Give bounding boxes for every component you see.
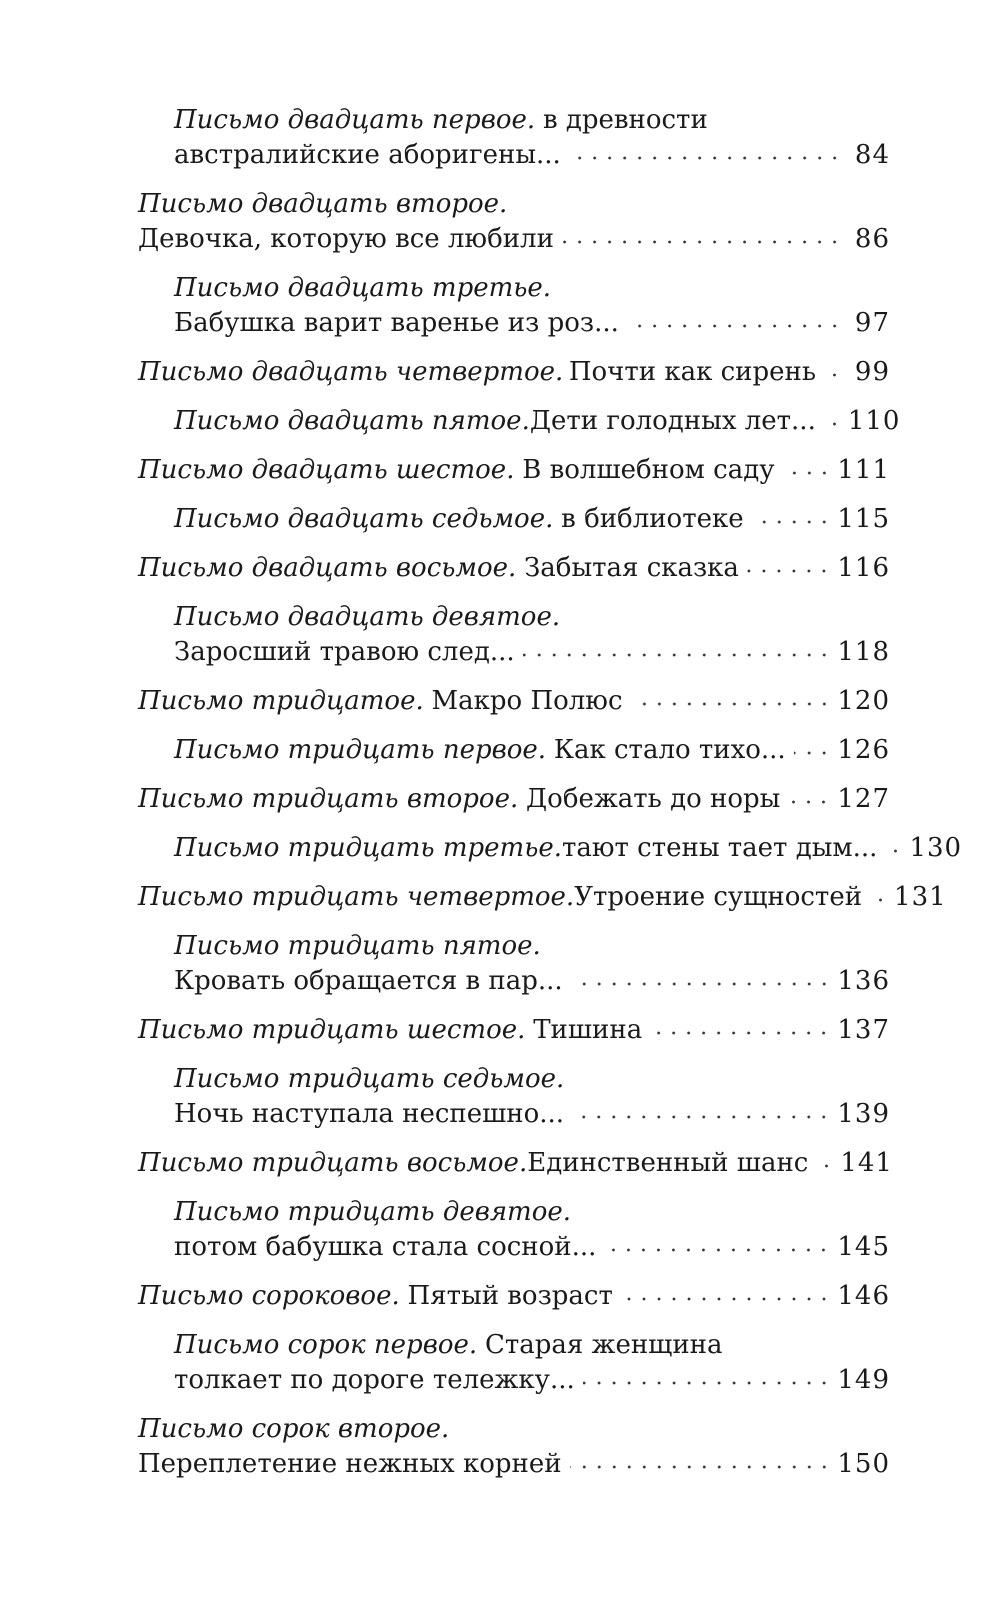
toc-entry-title: Почти как сирень [568,357,816,387]
dot-leader [583,1378,832,1388]
toc-entry-heading: Письмо двадцать первое. [174,105,536,135]
toc-entry-page: 150 [837,1449,890,1479]
toc-entry [138,1062,890,1132]
toc-entry-page: 120 [837,686,890,716]
toc-entry-title: в библиотеке [561,504,744,534]
toc-entry-page: 126 [837,735,890,765]
toc-entry-second-line [174,1097,890,1132]
dot-leader [631,699,832,709]
toc-entry-page: 131 [894,882,947,912]
toc-entry-title: Переплетение нежных корней [138,1449,562,1479]
toc-entry-line [174,733,890,768]
toc-entry-first-line [174,1195,890,1230]
toc-entry [138,551,890,586]
dot-leader [572,1112,831,1122]
toc-entry-title-start: Старая женщина [484,1330,723,1360]
toc-entry [138,1328,890,1398]
toc-entry-title: Утроение сущностей [574,882,863,912]
toc-entry-title: Единственный шанс [527,1148,809,1178]
toc-entry-title: Заросший травою след... [174,637,515,667]
toc-entry-title: Дети голодных лет... [529,406,816,436]
dot-leader [752,517,832,527]
toc-entry-title-start: в древности [542,105,708,135]
toc-entry-page: 127 [837,784,890,814]
toc-entry-page: 137 [837,1015,890,1045]
toc-entry [138,600,890,670]
toc-entry-page: 86 [854,224,890,254]
toc-entry-second-line [138,1447,890,1482]
toc-entry [138,453,890,488]
toc-entry [138,1412,890,1482]
toc-entry-page: 149 [837,1365,890,1395]
toc-entry-title: В волшебном саду [522,455,775,485]
toc-entry [138,404,901,439]
dot-leader [794,748,832,758]
dot-leader [747,566,831,576]
toc-entry-page: 97 [854,308,890,338]
toc-entry-heading: Письмо тридцать восьмое. [138,1148,528,1178]
toc-entry-first-line [174,929,890,964]
toc-entry-line [138,1279,890,1314]
toc-entry [138,1195,890,1265]
dot-leader [870,895,888,905]
toc-entry-page: 111 [837,455,890,485]
toc-entry-heading: Письмо тридцать первое. [174,735,547,765]
toc-entry-heading: Письмо двадцать четвертое. [138,357,564,387]
toc-entry-title: Ночь наступала неспешно... [174,1099,565,1129]
toc-entry-second-line [174,635,890,670]
dot-leader [570,1462,832,1472]
toc-entry-page: 141 [840,1148,893,1178]
toc-entry-first-line [138,187,890,222]
toc-entry [138,1146,893,1181]
toc-entry-page: 136 [837,966,890,996]
toc-entry-page: 116 [837,553,890,583]
toc-entry-page: 99 [854,357,890,387]
toc-entry-heading: Письмо тридцать пятое. [174,931,541,961]
toc-entry-heading: Письмо сороковое. [138,1281,400,1311]
toc-entry-line [174,502,890,537]
toc-entry-second-line [174,138,890,173]
toc-entry-first-line [174,1328,890,1363]
toc-entry-first-line [174,103,890,138]
toc-entry-title: Пятый возраст [407,1281,613,1311]
toc-entry [138,684,890,719]
toc-entry-title: Забытая сказка [524,553,739,583]
toc-entry-title: Кровать обращается в пар... [174,966,563,996]
toc-entry-heading: Письмо тридцать второе. [138,784,519,814]
toc-entry-heading: Письмо двадцать второе. [138,189,508,219]
dot-leader [788,797,831,807]
toc-entry-heading: Письмо двадцать шестое. [138,455,515,485]
toc-entry-line [138,684,890,719]
toc-entry-heading: Письмо двадцать восьмое. [138,553,517,583]
toc-entry-heading: Письмо тридцатое. [138,686,424,716]
dot-leader [885,846,903,856]
toc-entry-second-line [174,1230,890,1265]
dot-leader [783,468,832,478]
toc-entry [138,502,890,537]
toc-entry [138,929,890,999]
toc-entry-heading: Письмо тридцать девятое. [174,1197,572,1227]
toc-entry-page: 130 [909,833,963,863]
toc-entry-heading: Письмо двадцать седьмое. [174,504,554,534]
toc-entry-title: Макро Полюс [431,686,623,716]
dot-leader [562,237,842,247]
toc-entry-heading: Письмо тридцать шестое. [138,1015,526,1045]
toc-entry-line [138,782,890,817]
toc-entry-title: Девочка, которую все любили [138,224,554,254]
toc-entry [138,1013,890,1048]
toc-entry [138,355,890,390]
dot-leader [621,1294,832,1304]
toc-entry-line [138,453,890,488]
toc-entry-line [174,404,901,439]
toc-entry-first-line [138,1412,890,1447]
toc-entry-second-line [174,306,890,341]
toc-entry-title: Бабушка варит варенье из роз... [174,308,619,338]
dot-leader [627,321,842,331]
toc-entry [138,782,890,817]
toc-entry-line [138,355,890,390]
toc-entry-line [138,880,947,915]
toc-entry-title: Как стало тихо... [553,735,786,765]
toc-entry-second-line [174,964,890,999]
toc-entry-page: 84 [854,140,890,170]
toc-entry-title: австралийские аборигены... [174,140,561,170]
toc-entry-heading: Письмо тридцать третье. [174,833,562,863]
toc-entry-line [138,551,890,586]
toc-entry-title: тают стены тает дым... [562,833,878,863]
toc-entry-line [174,831,963,866]
toc-entry-title: потом бабушка стала сосной... [174,1232,597,1262]
toc-entry [138,1279,890,1314]
toc-entry-page: 145 [837,1232,890,1262]
dot-leader [824,370,842,380]
toc-entry [138,880,947,915]
toc-entry-second-line [174,1363,890,1398]
dot-leader [816,1161,834,1171]
toc-entry-page: 115 [837,504,890,534]
toc-entry [138,733,890,768]
toc-entry-heading: Письмо тридцать четвертое. [138,882,575,912]
toc-entry-title: Добежать до норы [526,784,781,814]
dot-leader [824,419,842,429]
toc-entry-page: 118 [837,637,890,667]
toc-entry [138,187,890,257]
toc-entry-heading: Письмо двадцать девятое. [174,602,561,632]
toc-entry-second-line [138,222,890,257]
toc-entry-heading: Письмо тридцать седьмое. [174,1064,565,1094]
dot-leader [569,153,842,163]
toc-entry-first-line [174,600,890,635]
toc-entry-page: 139 [837,1099,890,1129]
toc-entry [138,831,963,866]
dot-leader [523,650,832,660]
toc-entry-title: Тишина [533,1015,643,1045]
toc-entry [138,103,890,173]
toc-entry-title: толкает по дороге тележку... [174,1365,575,1395]
toc-entry-heading: Письмо двадцать третье. [174,273,552,303]
toc-entry-first-line [174,271,890,306]
toc-entry [138,271,890,341]
toc-entry-line [138,1013,890,1048]
dot-leader [650,1028,831,1038]
dot-leader [604,1245,831,1255]
toc-entry-heading: Письмо сорок первое. [174,1330,478,1360]
toc-entry-first-line [174,1062,890,1097]
toc-entry-page: 146 [837,1281,890,1311]
toc-entry-heading: Письмо двадцать пятое. [174,406,530,436]
toc-entry-line [138,1146,893,1181]
dot-leader [571,979,832,989]
table-of-contents [138,103,963,1496]
toc-entry-page: 110 [847,406,901,436]
toc-entry-heading: Письмо сорок второе. [138,1414,450,1444]
